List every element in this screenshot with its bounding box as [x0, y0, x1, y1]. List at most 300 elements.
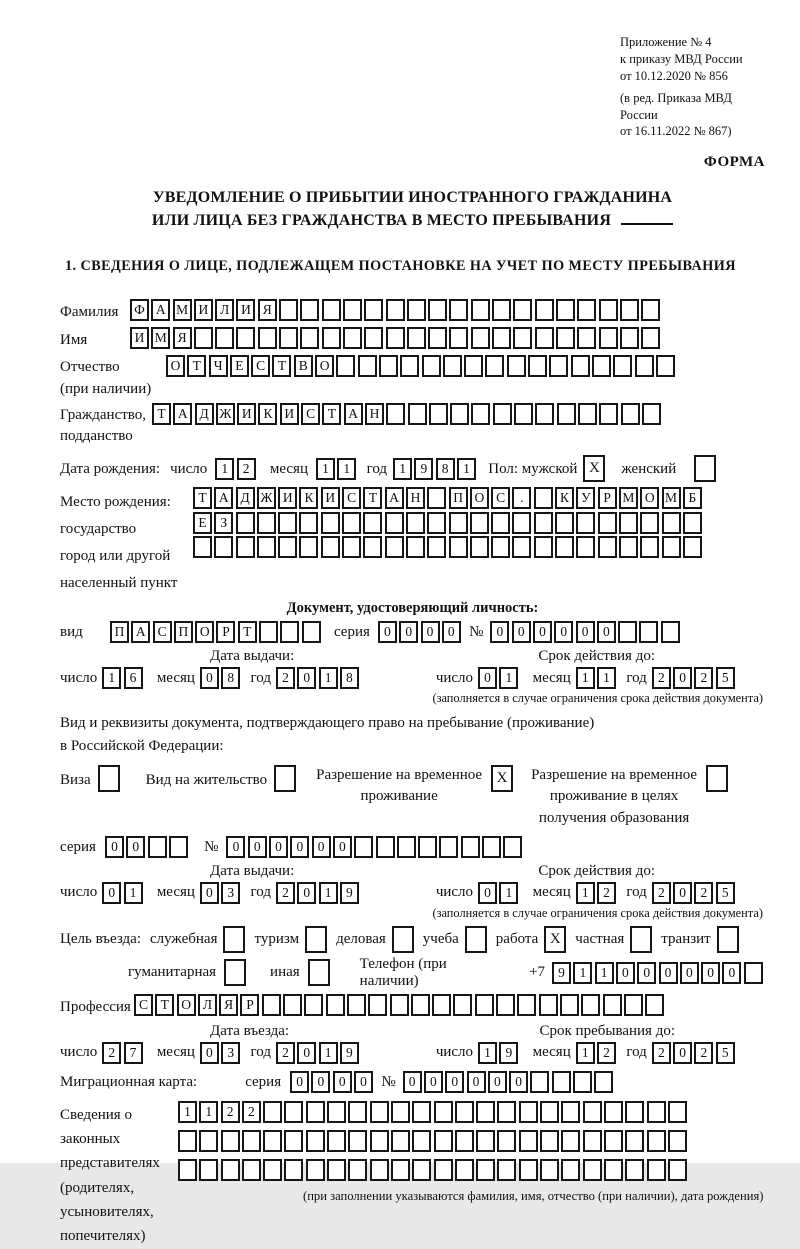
char-cell[interactable]: 3: [221, 882, 240, 904]
char-cell[interactable]: [491, 536, 510, 558]
char-cell[interactable]: 1: [576, 1042, 595, 1064]
char-cell[interactable]: [497, 1130, 516, 1152]
char-cell[interactable]: Р: [598, 487, 617, 509]
char-cell[interactable]: С: [153, 621, 172, 643]
char-cell[interactable]: [376, 836, 395, 858]
char-cell[interactable]: [364, 299, 383, 321]
char-cell[interactable]: С: [134, 994, 153, 1016]
char-cell[interactable]: [299, 536, 318, 558]
char-cell[interactable]: [300, 327, 319, 349]
char-cell[interactable]: Я: [173, 327, 192, 349]
char-cell[interactable]: 0: [105, 836, 124, 858]
char-cell[interactable]: 2: [694, 1042, 713, 1064]
char-cell[interactable]: 0: [378, 621, 397, 643]
char-cell[interactable]: [385, 512, 404, 534]
char-cell[interactable]: [418, 836, 437, 858]
char-cell[interactable]: [242, 1130, 261, 1152]
char-cell[interactable]: [555, 536, 574, 558]
char-cell[interactable]: П: [174, 621, 193, 643]
char-cell[interactable]: 1: [124, 882, 143, 904]
char-cell[interactable]: [439, 836, 458, 858]
char-cell[interactable]: С: [251, 355, 270, 377]
char-cell[interactable]: [348, 1130, 367, 1152]
purpose-delovaya-checkbox[interactable]: [392, 926, 414, 953]
char-cell[interactable]: [539, 994, 558, 1016]
char-cell[interactable]: [363, 512, 382, 534]
char-cell[interactable]: [642, 403, 661, 425]
char-cell[interactable]: Т: [187, 355, 206, 377]
char-cell[interactable]: [620, 327, 639, 349]
char-cell[interactable]: С: [342, 487, 361, 509]
char-cell[interactable]: 2: [694, 882, 713, 904]
char-cell[interactable]: [412, 1101, 431, 1123]
char-cell[interactable]: 0: [399, 621, 418, 643]
char-cell[interactable]: [407, 327, 426, 349]
char-cell[interactable]: [408, 403, 427, 425]
char-cell[interactable]: [449, 512, 468, 534]
char-cell[interactable]: [549, 355, 568, 377]
char-cell[interactable]: Т: [322, 403, 341, 425]
char-cell[interactable]: [284, 1159, 303, 1181]
char-cell[interactable]: [668, 1101, 687, 1123]
char-cell[interactable]: [624, 994, 643, 1016]
char-cell[interactable]: [386, 403, 405, 425]
char-cell[interactable]: [641, 299, 660, 321]
char-cell[interactable]: 0: [490, 621, 509, 643]
char-cell[interactable]: [662, 512, 681, 534]
char-cell[interactable]: [561, 1130, 580, 1152]
char-cell[interactable]: [236, 536, 255, 558]
char-cell[interactable]: 0: [478, 882, 497, 904]
char-cell[interactable]: [449, 536, 468, 558]
char-cell[interactable]: 0: [403, 1071, 422, 1093]
visa-checkbox[interactable]: [98, 765, 120, 792]
char-cell[interactable]: [599, 403, 618, 425]
char-cell[interactable]: 0: [290, 1071, 309, 1093]
char-cell[interactable]: [475, 994, 494, 1016]
char-cell[interactable]: Я: [219, 994, 238, 1016]
char-cell[interactable]: О: [166, 355, 185, 377]
char-cell[interactable]: Л: [215, 299, 234, 321]
char-cell[interactable]: А: [131, 621, 150, 643]
char-cell[interactable]: [557, 403, 576, 425]
char-cell[interactable]: 0: [200, 1042, 219, 1064]
char-cell[interactable]: [512, 536, 531, 558]
char-cell[interactable]: [603, 994, 622, 1016]
char-cell[interactable]: [327, 1101, 346, 1123]
char-cell[interactable]: 1: [499, 667, 518, 689]
char-cell[interactable]: Т: [363, 487, 382, 509]
char-cell[interactable]: [453, 994, 472, 1016]
char-cell[interactable]: [283, 994, 302, 1016]
char-cell[interactable]: [279, 299, 298, 321]
char-cell[interactable]: [368, 994, 387, 1016]
char-cell[interactable]: Ч: [209, 355, 228, 377]
char-cell[interactable]: [534, 512, 553, 534]
char-cell[interactable]: 1: [337, 458, 356, 480]
char-cell[interactable]: И: [237, 403, 256, 425]
char-cell[interactable]: 0: [248, 836, 267, 858]
char-cell[interactable]: Т: [272, 355, 291, 377]
char-cell[interactable]: [613, 355, 632, 377]
char-cell[interactable]: 2: [597, 882, 616, 904]
char-cell[interactable]: 2: [102, 1042, 121, 1064]
char-cell[interactable]: [497, 1159, 516, 1181]
char-cell[interactable]: [214, 536, 233, 558]
char-cell[interactable]: М: [173, 299, 192, 321]
char-cell[interactable]: [576, 536, 595, 558]
char-cell[interactable]: [507, 355, 526, 377]
char-cell[interactable]: [592, 355, 611, 377]
temp-permit-edu-checkbox[interactable]: [706, 765, 728, 792]
purpose-gumanitarnaya-checkbox[interactable]: [224, 959, 246, 986]
char-cell[interactable]: [348, 1101, 367, 1123]
char-cell[interactable]: [556, 327, 575, 349]
char-cell[interactable]: [406, 512, 425, 534]
char-cell[interactable]: [476, 1159, 495, 1181]
char-cell[interactable]: [370, 1159, 389, 1181]
char-cell[interactable]: [400, 355, 419, 377]
char-cell[interactable]: О: [640, 487, 659, 509]
char-cell[interactable]: [561, 1101, 580, 1123]
char-cell[interactable]: 2: [276, 667, 295, 689]
char-cell[interactable]: 0: [673, 667, 692, 689]
char-cell[interactable]: И: [194, 299, 213, 321]
char-cell[interactable]: [528, 355, 547, 377]
char-cell[interactable]: [257, 536, 276, 558]
char-cell[interactable]: [470, 536, 489, 558]
char-cell[interactable]: 0: [333, 836, 352, 858]
purpose-rabota-checkbox[interactable]: X: [544, 926, 566, 953]
char-cell[interactable]: [661, 621, 680, 643]
char-cell[interactable]: [471, 299, 490, 321]
char-cell[interactable]: [278, 536, 297, 558]
char-cell[interactable]: [178, 1159, 197, 1181]
char-cell[interactable]: 0: [226, 836, 245, 858]
char-cell[interactable]: [656, 355, 675, 377]
char-cell[interactable]: И: [321, 487, 340, 509]
char-cell[interactable]: 2: [276, 1042, 295, 1064]
char-cell[interactable]: 0: [290, 836, 309, 858]
char-cell[interactable]: М: [662, 487, 681, 509]
char-cell[interactable]: [599, 299, 618, 321]
char-cell[interactable]: [583, 1130, 602, 1152]
char-cell[interactable]: [199, 1130, 218, 1152]
char-cell[interactable]: [412, 1159, 431, 1181]
char-cell[interactable]: [625, 1101, 644, 1123]
char-cell[interactable]: [236, 512, 255, 534]
char-cell[interactable]: [560, 994, 579, 1016]
char-cell[interactable]: [598, 536, 617, 558]
char-cell[interactable]: [583, 1101, 602, 1123]
char-cell[interactable]: [640, 512, 659, 534]
char-cell[interactable]: [668, 1159, 687, 1181]
char-cell[interactable]: 0: [512, 621, 531, 643]
char-cell[interactable]: [519, 1159, 538, 1181]
char-cell[interactable]: [321, 536, 340, 558]
purpose-turizm-checkbox[interactable]: [305, 926, 327, 953]
char-cell[interactable]: [482, 836, 501, 858]
char-cell[interactable]: [517, 994, 536, 1016]
char-cell[interactable]: [428, 299, 447, 321]
char-cell[interactable]: [262, 994, 281, 1016]
char-cell[interactable]: [497, 1101, 516, 1123]
char-cell[interactable]: [625, 1130, 644, 1152]
char-cell[interactable]: [354, 836, 373, 858]
char-cell[interactable]: [397, 836, 416, 858]
char-cell[interactable]: [573, 1071, 592, 1093]
char-cell[interactable]: 0: [576, 621, 595, 643]
char-cell[interactable]: [347, 994, 366, 1016]
char-cell[interactable]: [434, 1130, 453, 1152]
purpose-ucheba-checkbox[interactable]: [465, 926, 487, 953]
char-cell[interactable]: 8: [340, 667, 359, 689]
char-cell[interactable]: 6: [124, 667, 143, 689]
char-cell[interactable]: [411, 994, 430, 1016]
char-cell[interactable]: [391, 1101, 410, 1123]
char-cell[interactable]: Т: [193, 487, 212, 509]
char-cell[interactable]: [512, 512, 531, 534]
char-cell[interactable]: А: [344, 403, 363, 425]
char-cell[interactable]: 9: [414, 458, 433, 480]
char-cell[interactable]: [604, 1101, 623, 1123]
char-cell[interactable]: Д: [195, 403, 214, 425]
char-cell[interactable]: 1: [573, 962, 592, 984]
char-cell[interactable]: И: [130, 327, 149, 349]
char-cell[interactable]: [434, 1101, 453, 1123]
char-cell[interactable]: Т: [238, 621, 257, 643]
char-cell[interactable]: [503, 836, 522, 858]
char-cell[interactable]: [422, 355, 441, 377]
char-cell[interactable]: [259, 621, 278, 643]
char-cell[interactable]: [535, 403, 554, 425]
char-cell[interactable]: [284, 1130, 303, 1152]
char-cell[interactable]: [647, 1101, 666, 1123]
char-cell[interactable]: [258, 327, 277, 349]
char-cell[interactable]: [455, 1130, 474, 1152]
char-cell[interactable]: [492, 299, 511, 321]
char-cell[interactable]: [552, 1071, 571, 1093]
char-cell[interactable]: Ж: [257, 487, 276, 509]
char-cell[interactable]: [464, 355, 483, 377]
char-cell[interactable]: Т: [155, 994, 174, 1016]
char-cell[interactable]: [561, 1159, 580, 1181]
char-cell[interactable]: [668, 1130, 687, 1152]
char-cell[interactable]: [540, 1130, 559, 1152]
char-cell[interactable]: 0: [673, 882, 692, 904]
char-cell[interactable]: [604, 1130, 623, 1152]
char-cell[interactable]: Ф: [130, 299, 149, 321]
char-cell[interactable]: [306, 1130, 325, 1152]
char-cell[interactable]: [619, 536, 638, 558]
char-cell[interactable]: О: [470, 487, 489, 509]
sex-male-checkbox[interactable]: X: [583, 455, 605, 482]
char-cell[interactable]: [519, 1130, 538, 1152]
char-cell[interactable]: [221, 1159, 240, 1181]
char-cell[interactable]: [604, 1159, 623, 1181]
char-cell[interactable]: [342, 536, 361, 558]
char-cell[interactable]: [577, 299, 596, 321]
char-cell[interactable]: [513, 299, 532, 321]
char-cell[interactable]: [257, 512, 276, 534]
char-cell[interactable]: [300, 299, 319, 321]
char-cell[interactable]: [284, 1101, 303, 1123]
char-cell[interactable]: 1: [215, 458, 234, 480]
char-cell[interactable]: В: [294, 355, 313, 377]
char-cell[interactable]: Д: [236, 487, 255, 509]
char-cell[interactable]: [744, 962, 763, 984]
char-cell[interactable]: А: [151, 299, 170, 321]
char-cell[interactable]: [364, 327, 383, 349]
char-cell[interactable]: 0: [354, 1071, 373, 1093]
char-cell[interactable]: [407, 299, 426, 321]
char-cell[interactable]: 9: [552, 962, 571, 984]
char-cell[interactable]: 0: [597, 621, 616, 643]
char-cell[interactable]: К: [299, 487, 318, 509]
char-cell[interactable]: 9: [499, 1042, 518, 1064]
char-cell[interactable]: 1: [199, 1101, 218, 1123]
char-cell[interactable]: 0: [637, 962, 656, 984]
char-cell[interactable]: 5: [716, 667, 735, 689]
char-cell[interactable]: [583, 1159, 602, 1181]
char-cell[interactable]: 1: [597, 667, 616, 689]
char-cell[interactable]: [370, 1101, 389, 1123]
residence-permit-checkbox[interactable]: [274, 765, 296, 792]
char-cell[interactable]: 1: [499, 882, 518, 904]
char-cell[interactable]: 9: [340, 1042, 359, 1064]
char-cell[interactable]: [577, 327, 596, 349]
char-cell[interactable]: [327, 1130, 346, 1152]
char-cell[interactable]: [514, 403, 533, 425]
char-cell[interactable]: 0: [312, 836, 331, 858]
char-cell[interactable]: 0: [442, 621, 461, 643]
char-cell[interactable]: [327, 1159, 346, 1181]
char-cell[interactable]: [280, 621, 299, 643]
char-cell[interactable]: [493, 403, 512, 425]
char-cell[interactable]: 1: [576, 667, 595, 689]
char-cell[interactable]: 1: [319, 882, 338, 904]
char-cell[interactable]: [618, 621, 637, 643]
char-cell[interactable]: 0: [467, 1071, 486, 1093]
char-cell[interactable]: [379, 355, 398, 377]
char-cell[interactable]: 0: [424, 1071, 443, 1093]
char-cell[interactable]: 7: [124, 1042, 143, 1064]
char-cell[interactable]: М: [619, 487, 638, 509]
char-cell[interactable]: [199, 1159, 218, 1181]
char-cell[interactable]: 1: [393, 458, 412, 480]
char-cell[interactable]: О: [177, 994, 196, 1016]
char-cell[interactable]: [683, 536, 702, 558]
char-cell[interactable]: 2: [221, 1101, 240, 1123]
char-cell[interactable]: К: [555, 487, 574, 509]
char-cell[interactable]: З: [214, 512, 233, 534]
char-cell[interactable]: 0: [311, 1071, 330, 1093]
char-cell[interactable]: [279, 327, 298, 349]
char-cell[interactable]: [427, 487, 446, 509]
char-cell[interactable]: [263, 1159, 282, 1181]
char-cell[interactable]: 0: [680, 962, 699, 984]
char-cell[interactable]: 2: [652, 1042, 671, 1064]
char-cell[interactable]: 1: [457, 458, 476, 480]
char-cell[interactable]: И: [278, 487, 297, 509]
char-cell[interactable]: А: [214, 487, 233, 509]
char-cell[interactable]: С: [301, 403, 320, 425]
char-cell[interactable]: Н: [365, 403, 384, 425]
char-cell[interactable]: [449, 327, 468, 349]
char-cell[interactable]: [641, 327, 660, 349]
char-cell[interactable]: Т: [152, 403, 171, 425]
char-cell[interactable]: 5: [716, 882, 735, 904]
char-cell[interactable]: Б: [683, 487, 702, 509]
char-cell[interactable]: 0: [659, 962, 678, 984]
char-cell[interactable]: [429, 403, 448, 425]
char-cell[interactable]: [215, 327, 234, 349]
char-cell[interactable]: 1: [319, 667, 338, 689]
char-cell[interactable]: [455, 1159, 474, 1181]
char-cell[interactable]: [476, 1130, 495, 1152]
char-cell[interactable]: О: [315, 355, 334, 377]
char-cell[interactable]: [363, 536, 382, 558]
char-cell[interactable]: П: [449, 487, 468, 509]
char-cell[interactable]: [534, 487, 553, 509]
char-cell[interactable]: [391, 1159, 410, 1181]
char-cell[interactable]: 0: [297, 667, 316, 689]
char-cell[interactable]: 8: [221, 667, 240, 689]
char-cell[interactable]: 0: [102, 882, 121, 904]
char-cell[interactable]: [391, 1130, 410, 1152]
char-cell[interactable]: М: [151, 327, 170, 349]
char-cell[interactable]: [406, 536, 425, 558]
char-cell[interactable]: [620, 299, 639, 321]
char-cell[interactable]: 2: [694, 667, 713, 689]
purpose-inaya-checkbox[interactable]: [308, 959, 330, 986]
char-cell[interactable]: 2: [276, 882, 295, 904]
char-cell[interactable]: [513, 327, 532, 349]
char-cell[interactable]: 0: [297, 1042, 316, 1064]
char-cell[interactable]: [221, 1130, 240, 1152]
char-cell[interactable]: И: [236, 299, 255, 321]
char-cell[interactable]: 0: [445, 1071, 464, 1093]
char-cell[interactable]: [540, 1101, 559, 1123]
char-cell[interactable]: Н: [406, 487, 425, 509]
char-cell[interactable]: .: [512, 487, 531, 509]
char-cell[interactable]: 2: [242, 1101, 261, 1123]
char-cell[interactable]: [428, 327, 447, 349]
char-cell[interactable]: 0: [333, 1071, 352, 1093]
char-cell[interactable]: 0: [701, 962, 720, 984]
char-cell[interactable]: 0: [616, 962, 635, 984]
sex-female-checkbox[interactable]: [694, 455, 716, 482]
char-cell[interactable]: 0: [673, 1042, 692, 1064]
char-cell[interactable]: [148, 836, 167, 858]
char-cell[interactable]: [242, 1159, 261, 1181]
char-cell[interactable]: [304, 994, 323, 1016]
char-cell[interactable]: [306, 1159, 325, 1181]
char-cell[interactable]: [322, 327, 341, 349]
char-cell[interactable]: П: [110, 621, 129, 643]
char-cell[interactable]: [556, 299, 575, 321]
char-cell[interactable]: [385, 536, 404, 558]
char-cell[interactable]: [449, 299, 468, 321]
char-cell[interactable]: 2: [652, 667, 671, 689]
char-cell[interactable]: [581, 994, 600, 1016]
char-cell[interactable]: 0: [722, 962, 741, 984]
char-cell[interactable]: [599, 327, 618, 349]
char-cell[interactable]: [645, 994, 664, 1016]
char-cell[interactable]: [322, 299, 341, 321]
char-cell[interactable]: 2: [237, 458, 256, 480]
char-cell[interactable]: [370, 1130, 389, 1152]
